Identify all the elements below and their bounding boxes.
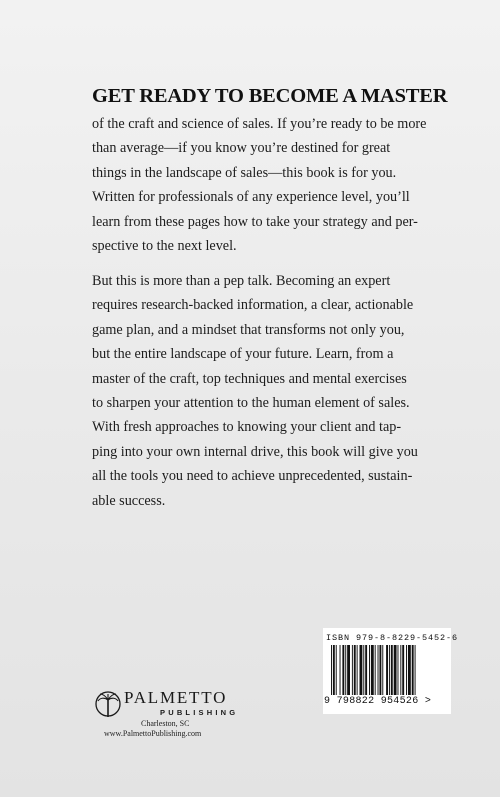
blurb-paragraph-1	[92, 112, 456, 258]
barcode-bar	[375, 645, 376, 695]
blurb-line: With fresh approaches to knowing your client and tap-	[92, 419, 402, 436]
palmetto-tree-icon	[95, 690, 121, 724]
barcode-bar	[394, 645, 397, 695]
barcode-bar	[369, 645, 370, 695]
barcode-icon	[331, 645, 447, 697]
barcode-bar	[345, 645, 346, 695]
barcode-bar	[379, 645, 381, 695]
publisher-url: www.PalmettoPublishing.com	[104, 729, 202, 738]
barcode-bar	[386, 645, 388, 695]
blurb-paragraph-2	[92, 269, 456, 513]
barcode-bar	[382, 645, 383, 695]
publisher-city: Charleston, SC	[141, 719, 190, 728]
barcode-bar	[352, 645, 353, 695]
blurb-line: game plan, and a mindset that transforms not only you,	[92, 321, 405, 338]
publisher-name: PALMETTO	[124, 688, 228, 707]
barcode-bar	[336, 645, 337, 695]
blurb-line: But this is more than a pep talk. Becoming an expert	[92, 273, 391, 289]
blurb-line: Written for professionals of any experience level, you’ll	[92, 189, 410, 206]
barcode-bar	[365, 645, 367, 695]
blurb-line: spective to the next level.	[92, 238, 237, 255]
barcode-bar	[371, 645, 374, 695]
blurb-line: requires research-backed information, a clear, actionable	[92, 297, 414, 314]
blurb-line: master of the craft, top techniques and mental exercises	[92, 370, 407, 387]
blurb-line: but the entire landscape of your future. Learn, from a	[92, 346, 394, 363]
blurb-line: all the tools you need to achieve unprecedented, sustain-	[92, 468, 413, 485]
barcode-bar	[389, 645, 390, 695]
blurb-line: to sharpen your attention to the human element of sales.	[92, 395, 410, 412]
barcode-bar	[408, 645, 411, 695]
barcode-bar	[402, 645, 404, 695]
barcode-bar	[363, 645, 364, 695]
blurb-line: of the craft and science of sales. If you’re ready to be more	[92, 116, 427, 132]
blurb-line: ping into your own internal drive, this book will give you	[92, 443, 418, 460]
barcode-bar	[398, 645, 399, 695]
cover-heading: GET READY TO BECOME A MASTER	[92, 85, 448, 107]
blurb-line: than average—if you know you’re destined for great	[92, 140, 391, 157]
barcode-bar	[331, 645, 332, 695]
barcode-bar	[342, 645, 344, 695]
barcode-bar	[354, 645, 356, 695]
barcode-bar	[357, 645, 358, 695]
barcode-bar	[415, 645, 416, 695]
blurb-line: learn from these pages how to take your strategy and per-	[92, 213, 418, 230]
barcode-bar	[406, 645, 407, 695]
blurb-line: able success.	[92, 492, 166, 509]
barcode-bar	[391, 645, 393, 695]
barcode-bar	[378, 645, 379, 695]
barcode-bar	[412, 645, 414, 695]
barcode-bar	[333, 645, 335, 695]
publisher-subtitle: PUBLISHING	[160, 708, 239, 717]
barcode-bar	[347, 645, 350, 695]
isbn-label: ISBN 979-8-8229-5452-6	[326, 633, 459, 643]
barcode-bar	[340, 645, 341, 695]
barcode-bar	[360, 645, 363, 695]
barcode-digits: 9 798822 954526 >	[324, 696, 432, 707]
blurb-line: things in the landscape of sales—this book is for you.	[92, 164, 397, 181]
barcode-bar	[400, 645, 401, 695]
